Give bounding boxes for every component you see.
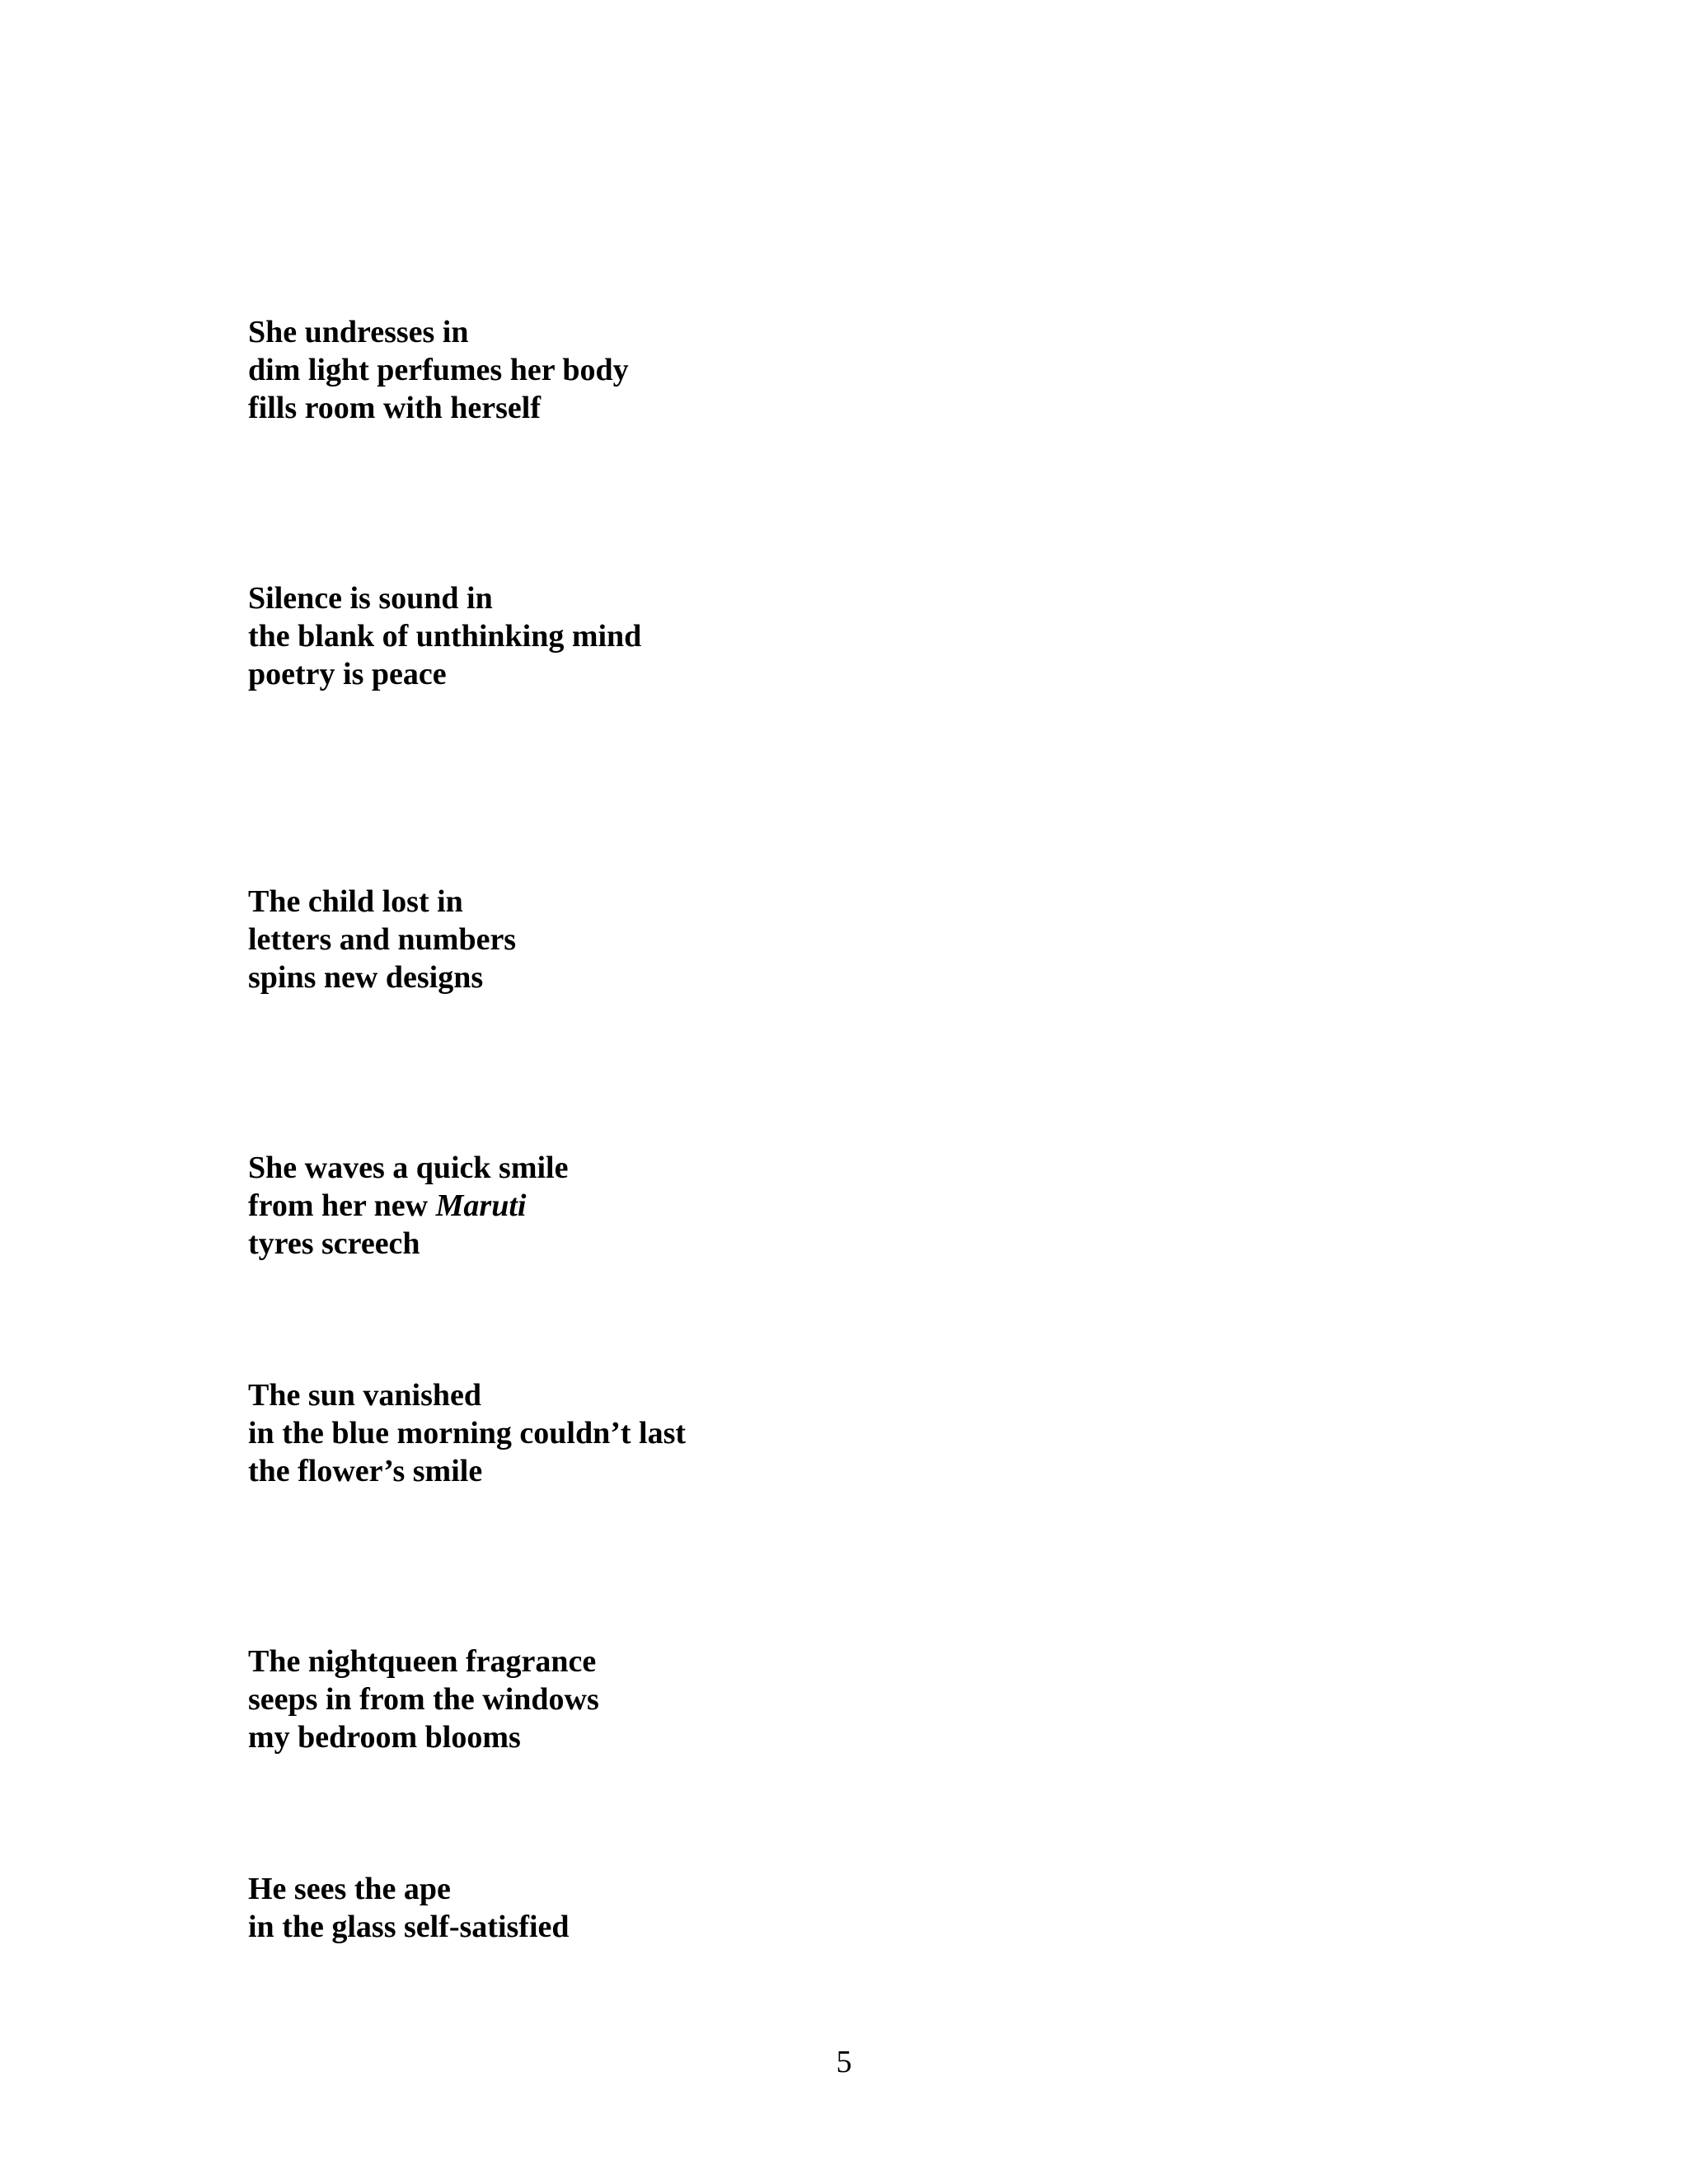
poem-line: The sun vanished: [248, 1378, 482, 1413]
poem-line: She waves a quick smile: [248, 1151, 569, 1185]
poem-line: dim light perfumes her body: [248, 353, 629, 387]
poem-line: my bedroom blooms: [248, 1720, 521, 1755]
poem-line: in the blue morning couldn’t last: [248, 1416, 687, 1451]
poem-line: The nightqueen fragrance: [248, 1644, 597, 1679]
haiku-5: [248, 1376, 686, 1490]
poem-line: fills room with herself: [248, 391, 541, 425]
poem-line: tyres screech: [248, 1226, 420, 1261]
poem-line: letters and numbers: [248, 922, 517, 957]
poem-line: seeps in from the windows: [248, 1682, 599, 1717]
poem-line: She undresses in: [248, 315, 469, 349]
poem-line: [248, 1187, 568, 1225]
haiku-4: [248, 1149, 568, 1263]
poem-line: poetry is peace: [248, 657, 447, 691]
poem-line: in the glass self-satisfied: [248, 1910, 570, 1944]
poem-line: the blank of unthinking mind: [248, 619, 642, 654]
haiku-2: [248, 579, 641, 693]
poem-italic-word: Maruti: [435, 1188, 527, 1223]
poem-line: He sees the ape: [248, 1872, 451, 1906]
haiku-7: [248, 1870, 570, 1946]
poem-line: the flower’s smile: [248, 1454, 483, 1488]
poem-line: Silence is sound in: [248, 581, 493, 616]
poem-line: The child lost in: [248, 884, 463, 919]
poem-line-text: from her new: [248, 1188, 436, 1223]
haiku-3: [248, 883, 516, 996]
page-number: 5: [836, 2045, 852, 2079]
poem-line: spins new designs: [248, 960, 484, 995]
haiku-1: [248, 313, 629, 427]
haiku-6: [248, 1643, 599, 1756]
